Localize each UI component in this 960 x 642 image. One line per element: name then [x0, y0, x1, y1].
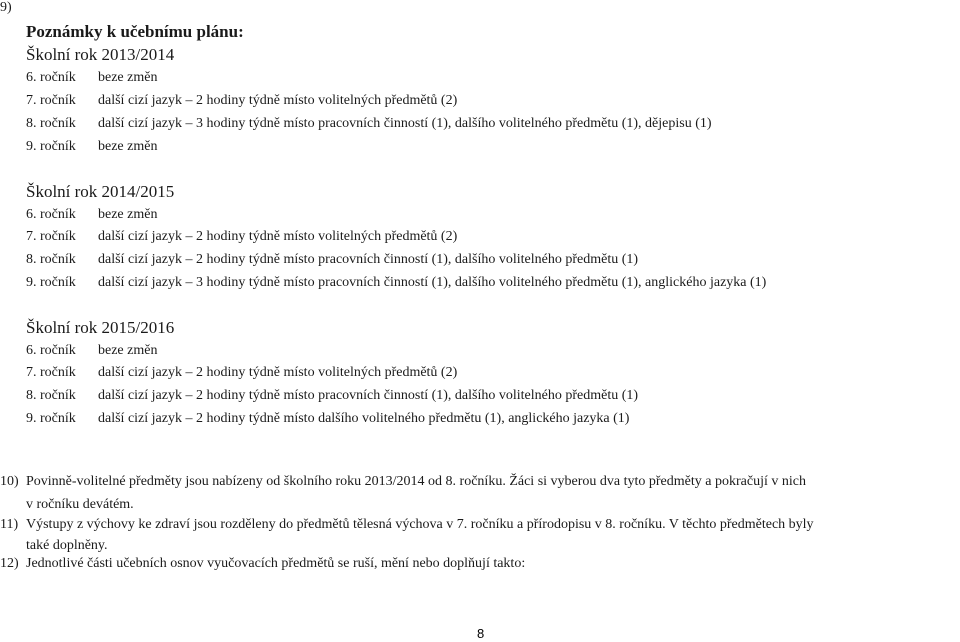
grade-label: 8. ročník — [26, 116, 76, 131]
grade-label: 7. ročník — [26, 93, 76, 108]
grade-text: další cizí jazyk – 2 hodiny týdně místo volitelných předmětů (2) — [98, 229, 458, 244]
note-text: Povinně-volitelné předměty jsou nabízeny od školního roku 2013/2014 od 8. ročníku. Žáci si vyberou dva tyto předměty a pokračují v nich — [26, 474, 806, 489]
grade-text: další cizí jazyk – 3 hodiny týdně místo pracovních činností (1), dalšího volitelného předmětu (1), dějepisu (1) — [98, 116, 712, 131]
grade-label: 6. ročník — [26, 207, 76, 222]
grade-text: beze změn — [98, 207, 158, 222]
notes-title: Poznámky k učebnímu plánu: — [26, 22, 244, 41]
grade-label: 7. ročník — [26, 365, 76, 380]
grade-line — [26, 388, 638, 404]
year-heading: Školní rok 2013/2014 — [26, 45, 175, 64]
grade-text: beze změn — [98, 70, 158, 85]
list-marker-9: 9) — [0, 0, 12, 15]
grade-line — [26, 116, 712, 132]
grade-line — [26, 365, 457, 381]
grade-text: další cizí jazyk – 2 hodiny týdně místo pracovních činností (1), dalšího volitelného předmětu (1) — [98, 252, 639, 267]
grade-line — [26, 229, 457, 245]
grade-text: beze změn — [98, 139, 158, 154]
grade-label: 9. ročník — [26, 411, 76, 426]
grade-label: 6. ročník — [26, 343, 76, 358]
grade-line — [26, 411, 629, 427]
note-text: Jednotlivé části učebních osnov vyučovacích předmětů se ruší, mění nebo doplňují takto: — [26, 556, 526, 571]
note-number: 11) — [0, 517, 19, 532]
year-heading: Školní rok 2015/2016 — [26, 318, 175, 337]
grade-label: 6. ročník — [26, 70, 76, 85]
grade-text: další cizí jazyk – 3 hodiny týdně místo pracovních činností (1), dalšího volitelného předmětu (1), anglického jazyka (1) — [98, 275, 767, 290]
grade-line — [26, 207, 157, 223]
grade-line — [26, 70, 157, 86]
grade-label: 8. ročník — [26, 388, 76, 403]
note-text: Výstupy z výchovy ke zdraví jsou rozděleny do předmětů tělesná výchova v 7. ročníku a přírodopisu v 8. ročníku. V těchto předmětech byly — [26, 517, 814, 532]
grade-label: 7. ročník — [26, 229, 76, 244]
grade-line — [26, 252, 638, 268]
note-text-continued: v ročníku devátém. — [26, 497, 134, 512]
grade-line — [26, 93, 457, 109]
page-number: 8 — [477, 626, 485, 641]
note-text-continued: také doplněny. — [26, 538, 108, 553]
grade-label: 9. ročník — [26, 139, 76, 154]
grade-line — [26, 343, 157, 359]
grade-label: 8. ročník — [26, 252, 76, 267]
note-number: 12) — [0, 556, 19, 571]
grade-line — [26, 275, 766, 291]
grade-line — [26, 139, 157, 155]
grade-label: 9. ročník — [26, 275, 76, 290]
grade-text: další cizí jazyk – 2 hodiny týdně místo dalšího volitelného předmětu (1), anglického jazyka (1) — [98, 411, 630, 426]
year-heading: Školní rok 2014/2015 — [26, 182, 175, 201]
grade-text: další cizí jazyk – 2 hodiny týdně místo volitelných předmětů (2) — [98, 93, 458, 108]
note-number: 10) — [0, 474, 19, 489]
grade-text: beze změn — [98, 343, 158, 358]
grade-text: další cizí jazyk – 2 hodiny týdně místo pracovních činností (1), dalšího volitelného předmětu (1) — [98, 388, 639, 403]
grade-text: další cizí jazyk – 2 hodiny týdně místo volitelných předmětů (2) — [98, 365, 458, 380]
